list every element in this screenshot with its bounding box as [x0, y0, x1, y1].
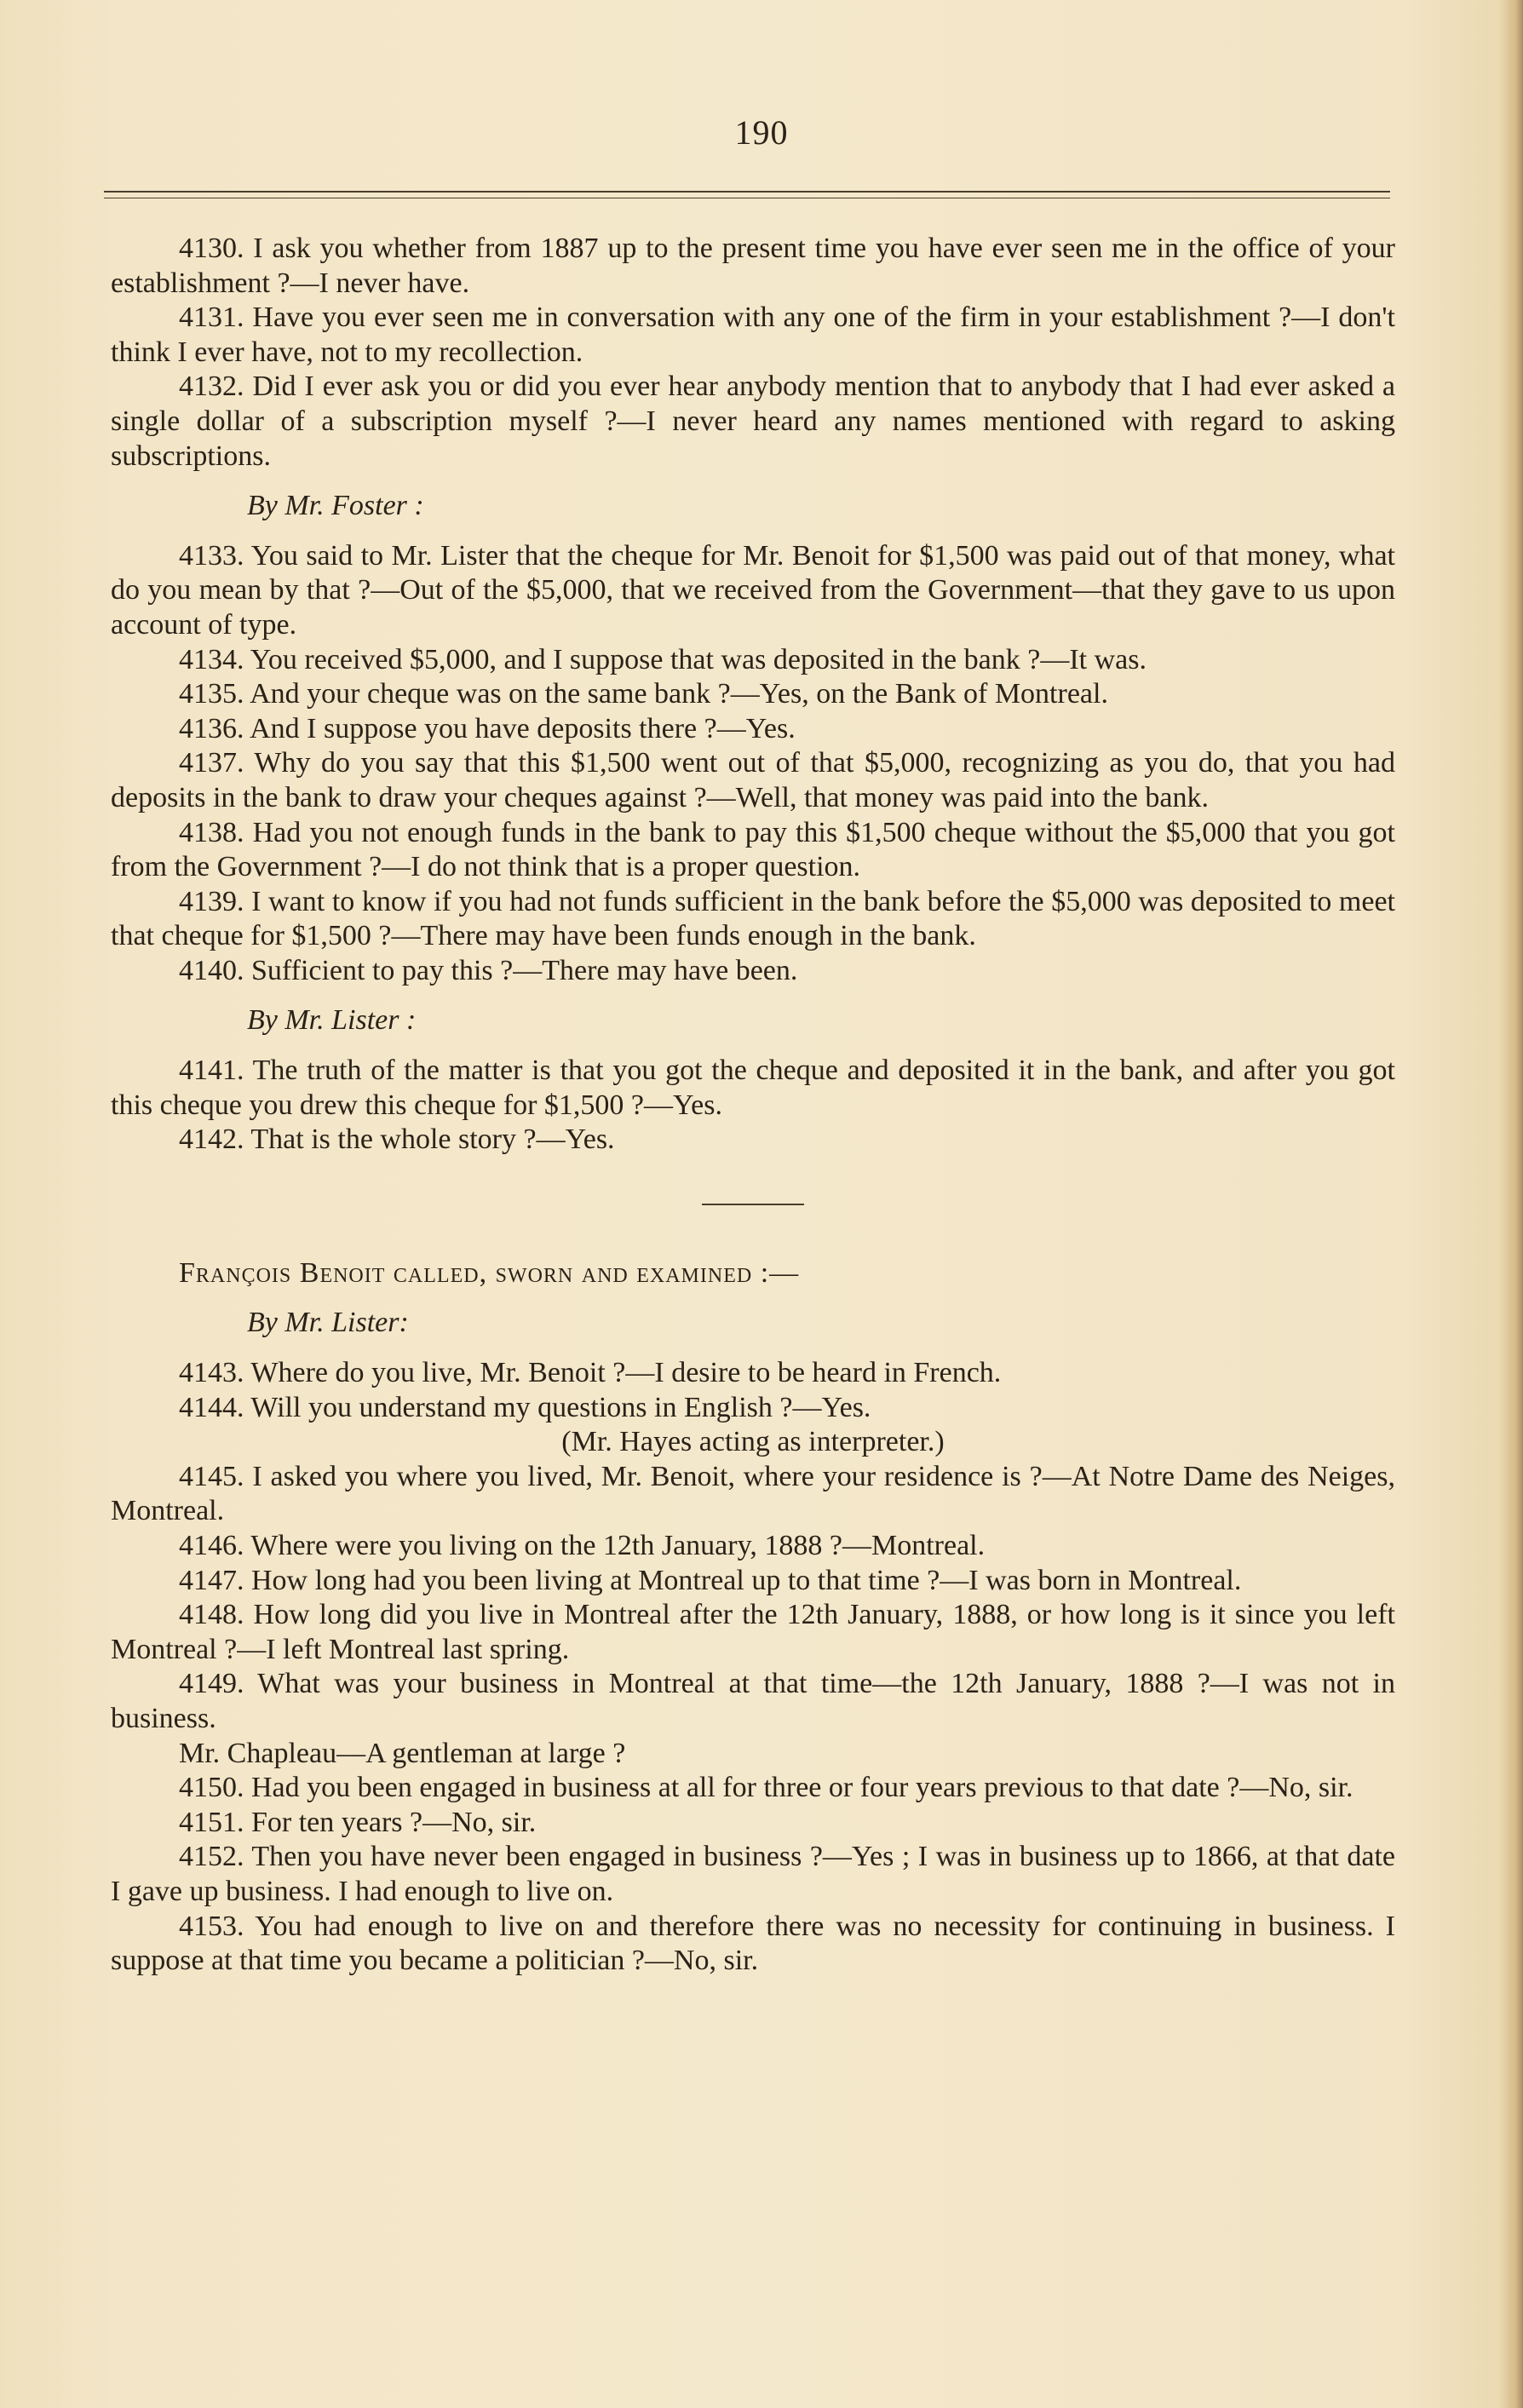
paragraph-4137: 4137. Why do you say that this $1,500 went out of that $5,000, recognizing as you do, that you had deposits in the bank to draw your cheques against ?—Well, that money was paid into the bank.	[111, 747, 1395, 813]
paragraph-4147: 4147. How long had you been living at Montreal up to that time ?—I was born in Montreal.	[179, 1564, 1242, 1596]
header-rule	[104, 191, 1390, 193]
page-edge-shadow	[1499, 0, 1523, 2408]
paragraph-4151: 4151. For ten years ?—No, sir.	[179, 1806, 537, 1838]
paragraph-4131: 4131. Have you ever seen me in conversation with any one of the firm in your establishment ?—I don't think I ever have, not to my recollection.	[111, 302, 1395, 368]
paragraph-4135: 4135. And your cheque was on the same bank ?—Yes, on the Bank of Montreal.	[179, 678, 1108, 710]
page-number: 190	[734, 113, 789, 152]
paragraph-4150: 4150. Had you been engaged in business at all for three or four years previous to that date ?—No, sir.	[179, 1772, 1353, 1804]
paragraph-4136: 4136. And I suppose you have deposits there ?—Yes.	[179, 712, 796, 744]
paragraph-4146: 4146. Where were you living on the 12th January, 1888 ?—Montreal.	[179, 1530, 986, 1561]
paragraph-4141: 4141. The truth of the matter is that you got the cheque and deposited it in the bank, and after you got this cheque you drew this cheque for $1,500 ?—Yes.	[111, 1055, 1395, 1121]
body-text	[111, 232, 1395, 1979]
paragraph-4152: 4152. Then you have never been engaged in business ?—Yes ; I was in business up to 1866, at that date I gave up business. I had enough to live on.	[111, 1841, 1395, 1907]
paragraph-4142: 4142. That is the whole story ?—Yes.	[179, 1124, 615, 1156]
paragraph-4130: 4130. I ask you whether from 1887 up to the present time you have ever seen me in the office of your establishment ?—I never have.	[111, 233, 1395, 299]
paragraph-4138: 4138. Had you not enough funds in the bank to pay this $1,500 cheque without the $5,000 that you got from the Government ?—I do not think that is a proper question.	[111, 816, 1395, 883]
paragraph-4134: 4134. You received $5,000, and I suppose that was deposited in the bank ?—It was.	[179, 643, 1147, 675]
section-heading-foster: By Mr. Foster :	[247, 490, 424, 522]
paragraph-4149: 4149. What was your business in Montreal at that time—the 12th January, 1888 ?—I was not in business.	[111, 1668, 1395, 1734]
paragraph-4140: 4140. Sufficient to pay this ?—There may have been.	[179, 954, 798, 986]
witness-intro: François Benoit called, sworn and examined :—	[179, 1256, 800, 1289]
paragraph-4144: 4144. Will you understand my questions in English ?—Yes.	[179, 1391, 871, 1423]
section-separator	[702, 1204, 804, 1205]
paragraph-chapleau: Mr. Chapleau—A gentleman at large ?	[179, 1737, 626, 1769]
paragraph-4145: 4145. I asked you where you lived, Mr. Benoit, where your residence is ?—At Notre Dame des Neiges, Montreal.	[111, 1460, 1395, 1527]
paragraph-4153: 4153. You had enough to live on and therefore there was no necessity for continuing in business. I suppose at that time you became a politician ?—No, sir.	[111, 1910, 1395, 1977]
section-heading-lister: By Mr. Lister :	[247, 1004, 417, 1037]
paragraph-4132: 4132. Did I ever ask you or did you ever hear anybody mention that to anybody that I had ever asked a single dollar of a subscription myself ?—I never heard any names mentioned with regard to asking subscriptions.	[111, 371, 1395, 472]
paragraph-4148: 4148. How long did you live in Montreal after the 12th January, 1888, or how long is it since you left Montreal ?—I left Montreal last spring.	[111, 1599, 1395, 1665]
section-heading-lister-2: By Mr. Lister:	[247, 1307, 409, 1339]
interpreter-note: (Mr. Hayes acting as interpreter.)	[561, 1426, 945, 1458]
paragraph-4143: 4143. Where do you live, Mr. Benoit ?—I desire to be heard in French.	[179, 1357, 1002, 1389]
paragraph-4133: 4133. You said to Mr. Lister that the cheque for Mr. Benoit for $1,500 was paid out of that money, what do you mean by that ?—Out of the $5,000, that we received from the Government—that they gave to us upon account of type.	[111, 539, 1395, 641]
paragraph-4139: 4139. I want to know if you had not funds sufficient in the bank before the $5,000 was deposited to meet that cheque for $1,500 ?—There may have been funds enough in the bank.	[111, 885, 1395, 952]
